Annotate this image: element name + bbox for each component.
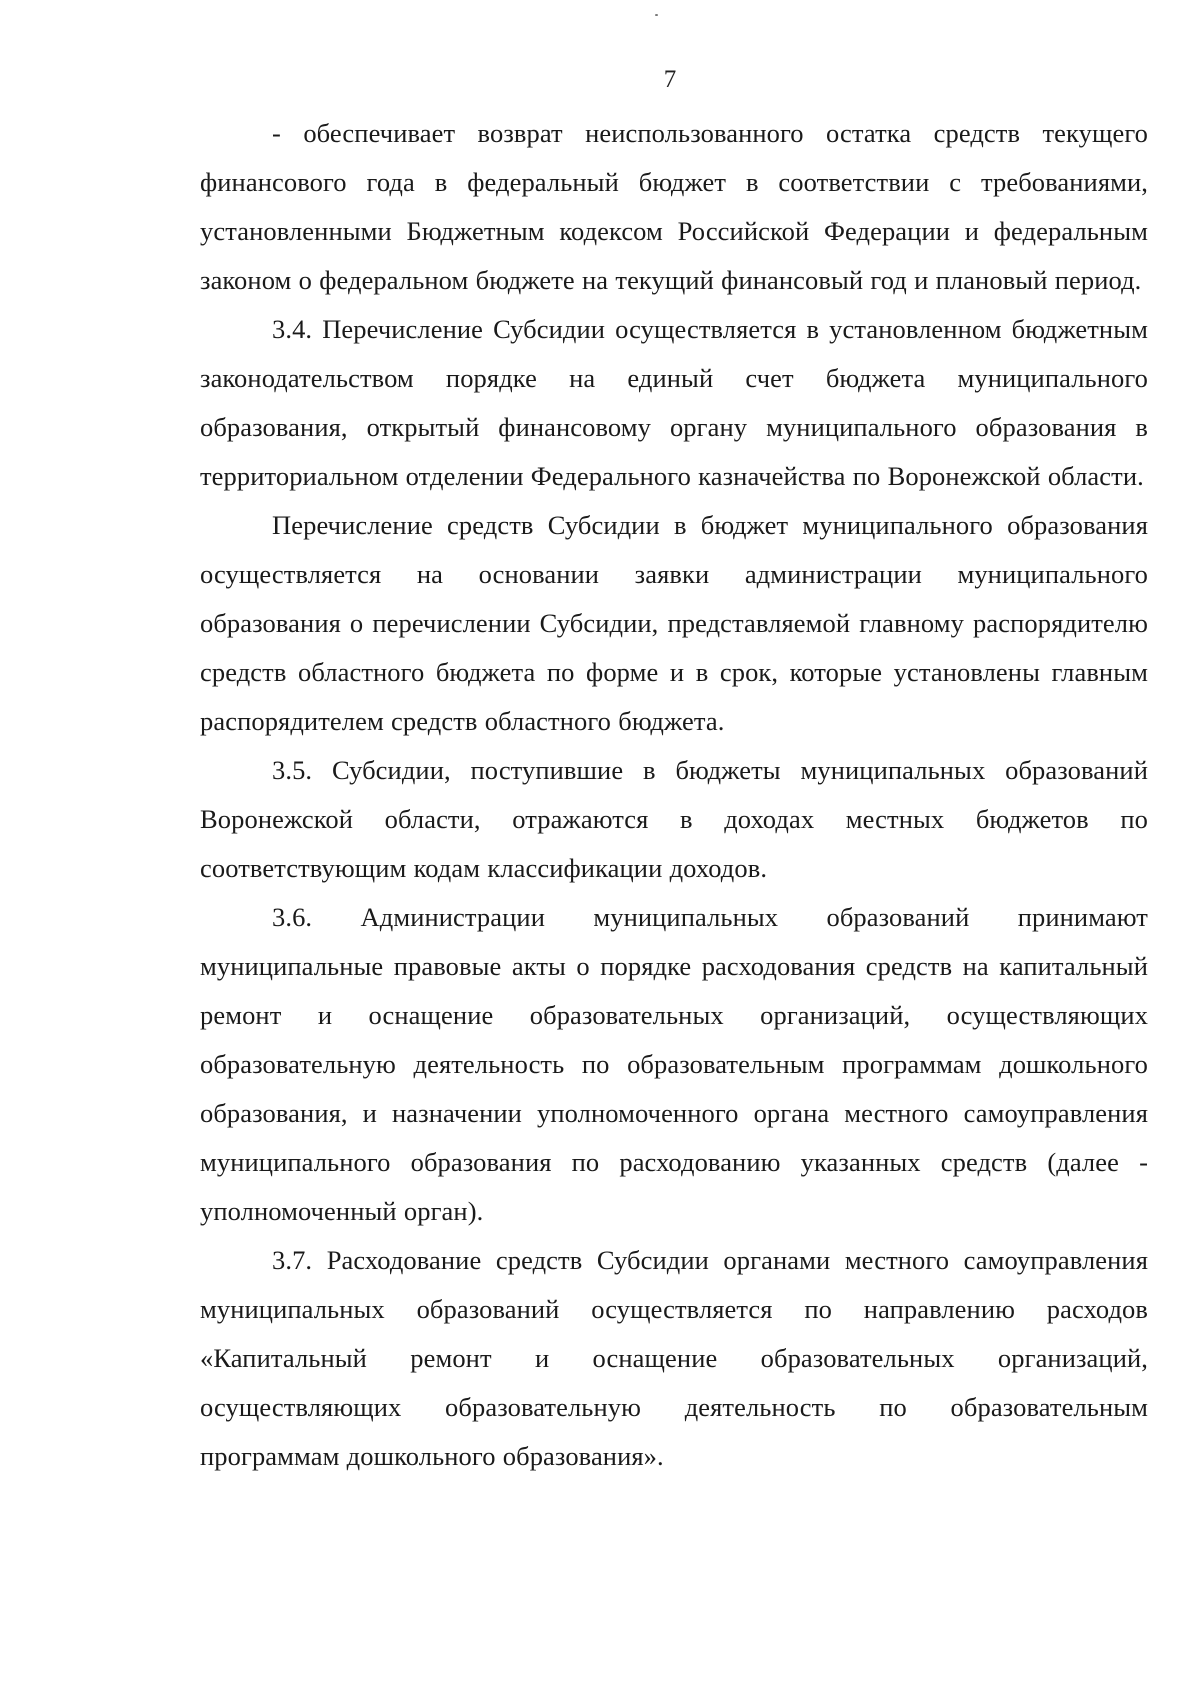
paragraph-3-4: 3.4. Перечисление Субсидии осуществляется в установленном бюджетным законодательством порядке на единый счет бюджета муниципального образования, открытый финансовому органу муниципального образования в территориальном отделении Федерального казначейства по Воронежской области. xyxy=(200,314,1148,491)
document-body xyxy=(200,109,1148,1481)
paragraph-transfer-request: Перечисление средств Субсидии в бюджет муниципального образования осуществляется на основании заявки администрации муниципального образования о перечислении Субсидии, представляемой главному распорядителю средств областного бюджета по форме и в срок, которые установлены главным распорядителем средств областного бюджета. xyxy=(200,510,1148,736)
paragraph-3-5: 3.5. Субсидии, поступившие в бюджеты муниципальных образований Воронежской области, отражаются в доходах местных бюджетов по соответствующим кодам классификации доходов. xyxy=(200,755,1148,883)
paragraph-3-6: 3.6. Администрации муниципальных образований принимают муниципальные правовые акты о порядке расходования средств на капитальный ремонт и оснащение образовательных организаций, осуществляющих образовательную деятельность по образовательным программам дошкольного образования, и назначении уполномоченного органа местного самоуправления муниципального образования по расходованию указанных средств (далее - уполномоченный орган). xyxy=(200,902,1148,1226)
paragraph-3-7: 3.7. Расходование средств Субсидии органами местного самоуправления муниципальных образований осуществляется по направлению расходов «Капитальный ремонт и оснащение образовательных организаций, осуществляющих образовательную деятельность по образовательным программам дошкольного образования». xyxy=(200,1245,1148,1471)
scan-artifact xyxy=(655,14,658,16)
page-number: 7 xyxy=(663,66,677,93)
paragraph-return-of-funds: - обеспечивает возврат неиспользованного остатка средств текущего финансового года в федеральный бюджет в соответствии с требованиями, установленными Бюджетным кодексом Российской Федерации и федеральным законом о федеральном бюджете на текущий финансовый год и плановый период. xyxy=(200,118,1148,295)
